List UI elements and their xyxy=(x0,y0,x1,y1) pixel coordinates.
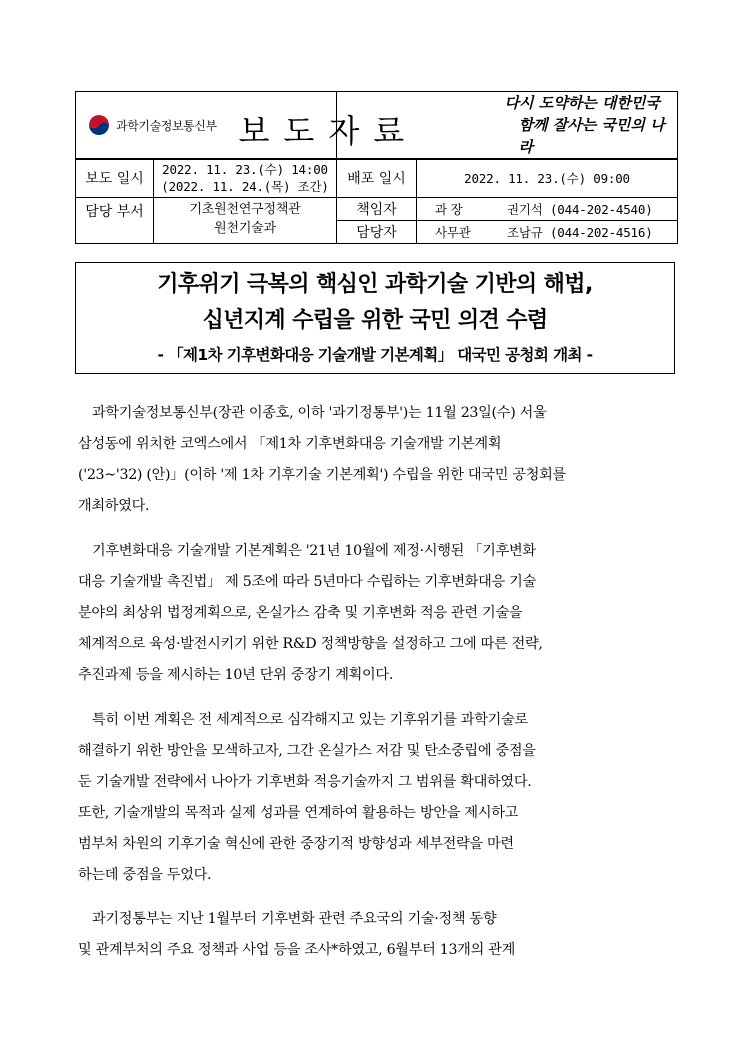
paragraph-line: 삼성동에 위치한 코엑스에서 「제1차 기후변화대응 기술개발 기본계획 xyxy=(78,436,502,452)
staff-person: 조남규 (044-202-4516) xyxy=(507,224,653,240)
slogan-line-2: 함께 잘사는 국민의 나라 xyxy=(518,116,665,156)
paragraph-3 xyxy=(78,705,675,891)
headline xyxy=(76,267,674,339)
paragraph-line: 과학기술정보통신부(장관 이종호, 이하 '과기정통부')는 11월 23일(수) 서울 xyxy=(92,405,547,421)
paragraph-line: 범부처 차원의 기후기술 혁신에 관한 중장기적 방향성과 세부전략을 마련 xyxy=(78,836,514,852)
resp-label: 책임자 xyxy=(337,197,417,220)
paragraph-1 xyxy=(78,398,675,522)
paragraph-4 xyxy=(78,904,675,966)
dept-bureau: 기초원천연구정책관 xyxy=(189,201,301,217)
slogan-cell xyxy=(238,92,678,160)
staff-value xyxy=(417,220,678,243)
dept-label: 담당 부서 xyxy=(76,197,154,243)
paragraph-line: 과기정통부는 지난 1월부터 기후변화 관련 주요국의 기술·정책 동향 xyxy=(92,911,497,927)
paragraph-line: 추진과제 등을 제시하는 10년 단위 중장기 계획이다. xyxy=(78,667,394,683)
paragraph-line: 또한, 기술개발의 목적과 실제 성과를 연계하여 활용하는 방안을 제시하고 xyxy=(78,805,519,821)
paragraph-line: 하는데 중점을 두었다. xyxy=(78,867,212,883)
paragraph-line: 분야의 최상위 법정계획으로, 온실가스 감축 및 기후변화 적응 관련 기술을 xyxy=(78,605,523,621)
paragraph-line: 특히 이번 계획은 전 세계적으로 심각해지고 있는 기후위기를 과학기술로 xyxy=(92,712,528,728)
staff-label: 담당자 xyxy=(337,220,417,243)
paragraph-line: ('23~'32) (안)」(이하 '제 1차 기후기술 기본계획') 수립을 위한 대국민 공청회를 xyxy=(78,467,566,483)
government-emblem-icon xyxy=(88,114,110,136)
resp-person: 권기석 (044-202-4540) xyxy=(507,201,653,217)
subtitle: - 「제1차 기후변화대응 기술개발 기본계획」 대국민 공청회 개최 - xyxy=(157,346,593,364)
header-table xyxy=(75,91,678,244)
dist-value: 2022. 11. 23.(수) 09:00 xyxy=(417,159,678,197)
paragraph-line: 개최하였다. xyxy=(78,498,150,514)
paragraph-line: 해결하기 위한 방안을 모색하고자, 그간 온실가스 저감 및 탄소중립에 중점을 xyxy=(78,743,536,759)
release-embargo: (2022. 11. 24.(목) 조간) xyxy=(161,179,329,195)
staff-role: 사무관 xyxy=(435,224,471,240)
headline-line-2: 십년지계 수립을 위한 국민 의견 수렴 xyxy=(202,308,548,333)
release-value xyxy=(154,159,337,197)
paragraph-line: 대응 기술개발 촉진법」 제 5조에 따라 5년마다 수립하는 기후변화대응 기술 xyxy=(78,574,536,590)
dist-label: 배포 일시 xyxy=(337,159,417,197)
resp-value xyxy=(417,197,678,220)
dept-division: 원천기술과 xyxy=(214,220,276,236)
page-title: 보도자료 xyxy=(238,112,419,150)
release-time: 2022. 11. 23.(수) 14:00 xyxy=(162,162,328,178)
headline-line-1: 기후위기 극복의 핵심인 과학기술 기반의 해법, xyxy=(157,272,593,297)
resp-role: 과 장 xyxy=(435,201,463,217)
dept-value xyxy=(154,197,337,243)
paragraph-2 xyxy=(78,536,675,691)
headline-box xyxy=(75,262,675,374)
ministry-name: 과학기술정보통신부 xyxy=(116,118,217,133)
paragraph-line: 체계적으로 육성·발전시키기 위한 R&D 정책방향을 설정하고 그에 따른 전략, xyxy=(78,636,543,652)
slogan xyxy=(417,92,678,158)
paragraph-line: 기후변화대응 기술개발 기본계획은 '21년 10월에 제정·시행된 「기후변화 xyxy=(92,543,536,559)
paragraph-line: 둔 기술개발 전략에서 나아가 기후변화 적응기술까지 그 범위를 확대하였다. xyxy=(78,774,532,790)
slogan-line-1: 다시 도약하는 대한민국 xyxy=(504,94,660,112)
paragraph-line: 및 관계부처의 주요 정책과 사업 등을 조사*하였고, 6월부터 13개의 관계 xyxy=(78,942,516,958)
release-label: 보도 일시 xyxy=(76,159,154,197)
